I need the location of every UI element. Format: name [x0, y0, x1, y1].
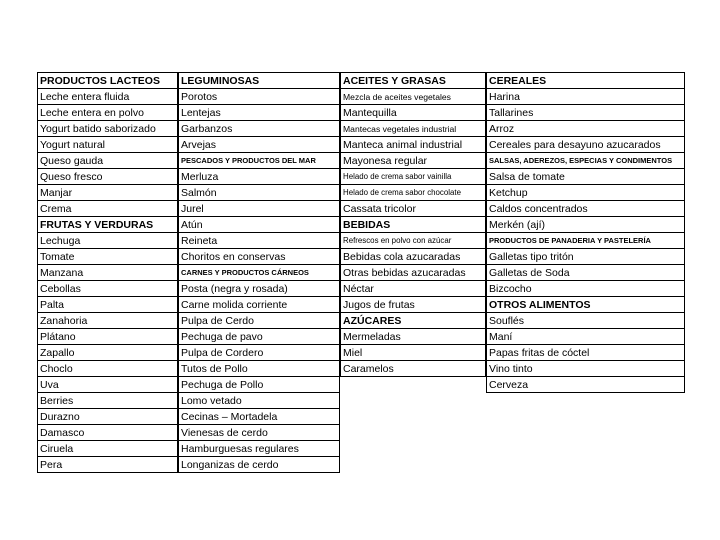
table-row — [341, 313, 486, 329]
food-table-column-1 — [37, 72, 178, 473]
food-item: Lentejas — [179, 105, 340, 121]
table-row — [38, 121, 178, 137]
table-row — [179, 89, 340, 105]
food-item: Cecinas – Mortadela — [179, 409, 340, 425]
food-item: Manzana — [38, 265, 178, 281]
table-row — [38, 457, 178, 473]
table-row — [487, 137, 685, 153]
table-row — [179, 345, 340, 361]
food-item: Ciruela — [38, 441, 178, 457]
table-row — [179, 73, 340, 89]
table-row — [487, 377, 685, 393]
food-item: Bebidas cola azucaradas — [341, 249, 486, 265]
food-item: Harina — [487, 89, 685, 105]
food-item: Tallarines — [487, 105, 685, 121]
table-row — [487, 121, 685, 137]
food-item: Zapallo — [38, 345, 178, 361]
food-item: Manjar — [38, 185, 178, 201]
table-row — [487, 201, 685, 217]
table-row — [341, 121, 486, 137]
food-item: Leche entera fluida — [38, 89, 178, 105]
table-row — [341, 201, 486, 217]
table-row — [179, 329, 340, 345]
food-item: Néctar — [341, 281, 486, 297]
table-row — [38, 249, 178, 265]
table-row — [179, 457, 340, 473]
food-item: Durazno — [38, 409, 178, 425]
food-item: Garbanzos — [179, 121, 340, 137]
food-item: Longanizas de cerdo — [179, 457, 340, 473]
table-row — [341, 345, 486, 361]
food-item: Jurel — [179, 201, 340, 217]
food-item: Arvejas — [179, 137, 340, 153]
table-row — [341, 233, 486, 249]
category-header: PESCADOS Y PRODUCTOS DEL MAR — [179, 153, 340, 169]
table-row — [179, 377, 340, 393]
table-row — [341, 73, 486, 89]
table-row — [487, 345, 685, 361]
food-item: Refrescos en polvo con azúcar — [341, 233, 486, 249]
table-row — [38, 185, 178, 201]
food-item: Tutos de Pollo — [179, 361, 340, 377]
food-item: Helado de crema sabor chocolate — [341, 185, 486, 201]
category-header: LEGUMINOSAS — [179, 73, 340, 89]
table-row — [487, 185, 685, 201]
table-row — [487, 153, 685, 169]
table-row — [38, 169, 178, 185]
table-row — [38, 345, 178, 361]
category-header: PRODUCTOS DE PANADERIA Y PASTELERÍA — [487, 233, 685, 249]
table-row — [179, 249, 340, 265]
food-item: Uva — [38, 377, 178, 393]
table-row — [179, 409, 340, 425]
food-item: Atún — [179, 217, 340, 233]
category-header: BEBIDAS — [341, 217, 486, 233]
table-row — [487, 73, 685, 89]
table-row — [341, 361, 486, 377]
food-item: Maní — [487, 329, 685, 345]
table-row — [179, 185, 340, 201]
food-item: Pechuga de Pollo — [179, 377, 340, 393]
food-item: Berries — [38, 393, 178, 409]
category-header: CARNES Y PRODUCTOS CÁRNEOS — [179, 265, 340, 281]
food-item: Yogurt batido saborizado — [38, 121, 178, 137]
table-row — [341, 281, 486, 297]
table-row — [487, 313, 685, 329]
table-row — [38, 377, 178, 393]
table-row — [38, 265, 178, 281]
food-item: Mermeladas — [341, 329, 486, 345]
food-item: Manteca animal industrial — [341, 137, 486, 153]
table-row — [487, 233, 685, 249]
food-item: Plátano — [38, 329, 178, 345]
food-item: Mayonesa regular — [341, 153, 486, 169]
food-item: Pulpa de Cordero — [179, 345, 340, 361]
table-row — [179, 425, 340, 441]
table-row — [38, 201, 178, 217]
table-row — [341, 249, 486, 265]
table-row — [38, 393, 178, 409]
table-row — [487, 105, 685, 121]
table-row — [38, 73, 178, 89]
food-item: Pera — [38, 457, 178, 473]
food-item: Cereales para desayuno azucarados — [487, 137, 685, 153]
food-item: Mantecas vegetales industrial — [341, 121, 486, 137]
table-row — [179, 153, 340, 169]
food-item: Ketchup — [487, 185, 685, 201]
food-item: Queso fresco — [38, 169, 178, 185]
food-item: Damasco — [38, 425, 178, 441]
table-row — [487, 89, 685, 105]
table-row — [38, 153, 178, 169]
table-row — [179, 121, 340, 137]
food-item: Mantequilla — [341, 105, 486, 121]
table-row — [38, 105, 178, 121]
food-item: Cerveza — [487, 377, 685, 393]
food-item: Souflés — [487, 313, 685, 329]
food-item: Pechuga de pavo — [179, 329, 340, 345]
food-item: Vienesas de cerdo — [179, 425, 340, 441]
food-item: Bizcocho — [487, 281, 685, 297]
food-item: Tomate — [38, 249, 178, 265]
table-row — [487, 281, 685, 297]
category-header: SALSAS, ADEREZOS, ESPECIAS Y CONDIMENTOS — [487, 153, 685, 169]
food-item: Queso gauda — [38, 153, 178, 169]
food-item: Galletas de Soda — [487, 265, 685, 281]
table-row — [487, 249, 685, 265]
category-header: CEREALES — [487, 73, 685, 89]
category-header: OTROS ALIMENTOS — [487, 297, 685, 313]
food-table-column-2 — [178, 72, 340, 473]
table-row — [38, 281, 178, 297]
food-item: Salmón — [179, 185, 340, 201]
category-header: PRODUCTOS LACTEOS — [38, 73, 178, 89]
table-row — [38, 441, 178, 457]
food-item: Lechuga — [38, 233, 178, 249]
table-row — [179, 105, 340, 121]
food-item: Vino tinto — [487, 361, 685, 377]
table-row — [179, 313, 340, 329]
category-header: AZÚCARES — [341, 313, 486, 329]
food-item: Cebollas — [38, 281, 178, 297]
food-item: Salsa de tomate — [487, 169, 685, 185]
table-row — [487, 217, 685, 233]
food-item: Cassata tricolor — [341, 201, 486, 217]
food-item: Merluza — [179, 169, 340, 185]
table-row — [179, 233, 340, 249]
table-row — [341, 265, 486, 281]
food-item: Otras bebidas azucaradas — [341, 265, 486, 281]
food-item: Galletas tipo tritón — [487, 249, 685, 265]
table-row — [38, 89, 178, 105]
table-row — [179, 217, 340, 233]
table-row — [38, 329, 178, 345]
table-row — [179, 393, 340, 409]
table-row — [487, 265, 685, 281]
table-row — [179, 137, 340, 153]
table-row — [38, 217, 178, 233]
food-item: Zanahoria — [38, 313, 178, 329]
food-item: Posta (negra y rosada) — [179, 281, 340, 297]
table-row — [38, 409, 178, 425]
food-item: Merkén (ají) — [487, 217, 685, 233]
food-item: Miel — [341, 345, 486, 361]
table-row — [179, 441, 340, 457]
table-row — [179, 361, 340, 377]
food-item: Helado de crema sabor vainilla — [341, 169, 486, 185]
food-item: Crema — [38, 201, 178, 217]
table-row — [341, 153, 486, 169]
table-row — [341, 217, 486, 233]
food-item: Lomo vetado — [179, 393, 340, 409]
table-row — [38, 233, 178, 249]
food-item: Carne molida corriente — [179, 297, 340, 313]
food-table-column-4 — [486, 72, 685, 393]
food-item: Porotos — [179, 89, 340, 105]
table-row — [341, 329, 486, 345]
table-row — [38, 297, 178, 313]
food-item: Reineta — [179, 233, 340, 249]
category-header: FRUTAS Y VERDURAS — [38, 217, 178, 233]
table-row — [179, 265, 340, 281]
food-item: Choritos en conservas — [179, 249, 340, 265]
table-row — [341, 185, 486, 201]
food-item: Arroz — [487, 121, 685, 137]
food-item: Jugos de frutas — [341, 297, 486, 313]
table-row — [179, 169, 340, 185]
table-row — [38, 137, 178, 153]
table-row — [179, 297, 340, 313]
table-row — [487, 361, 685, 377]
table-row — [341, 137, 486, 153]
table-row — [179, 201, 340, 217]
food-table-column-3 — [340, 72, 486, 377]
food-item: Caramelos — [341, 361, 486, 377]
table-row — [341, 297, 486, 313]
food-item: Palta — [38, 297, 178, 313]
food-item: Mezcla de aceites vegetales — [341, 89, 486, 105]
table-row — [341, 89, 486, 105]
food-item: Pulpa de Cerdo — [179, 313, 340, 329]
table-row — [38, 425, 178, 441]
food-item: Papas fritas de cóctel — [487, 345, 685, 361]
table-row — [38, 313, 178, 329]
table-row — [38, 361, 178, 377]
category-header: ACEITES Y GRASAS — [341, 73, 486, 89]
food-item: Yogurt natural — [38, 137, 178, 153]
table-row — [179, 281, 340, 297]
food-item: Caldos concentrados — [487, 201, 685, 217]
table-row — [487, 329, 685, 345]
table-row — [341, 105, 486, 121]
food-item: Leche entera en polvo — [38, 105, 178, 121]
table-row — [487, 169, 685, 185]
table-row — [341, 169, 486, 185]
food-item: Choclo — [38, 361, 178, 377]
table-row — [487, 297, 685, 313]
food-item: Hamburguesas regulares — [179, 441, 340, 457]
